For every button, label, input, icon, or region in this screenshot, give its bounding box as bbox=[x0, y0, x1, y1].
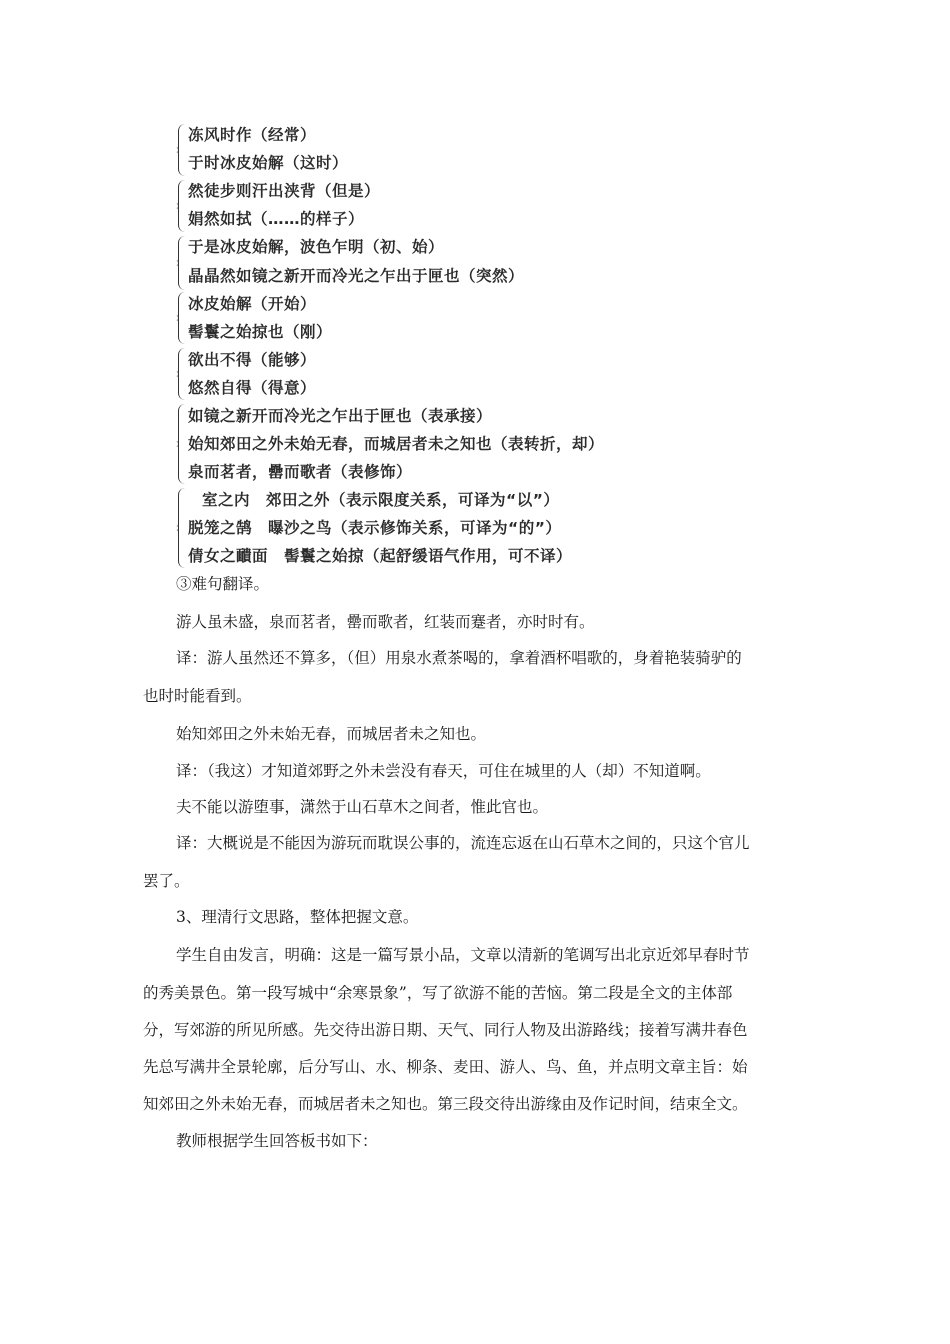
scan-line: 室之内 郊田之外（表示限度关系，可译为“以”） bbox=[202, 491, 560, 509]
paragraph-line: 知郊田之外未始无春，而城居者未之知也。第三段交待出游缘由及作记时间，结束全文。 bbox=[143, 1095, 748, 1113]
section-heading: ③难句翻译。 bbox=[176, 575, 270, 593]
scan-line: 冰皮始解（开始） bbox=[188, 295, 317, 313]
paragraph-line: 译：游人虽然还不算多，（但）用泉水煮茶喝的，拿着酒杯唱歌的，身着艳装骑驴的 bbox=[176, 649, 742, 667]
section-heading: 3、理清行文思路，整体把握文意。 bbox=[176, 908, 419, 926]
brace-icon bbox=[178, 348, 187, 400]
paragraph-line: 学生自由发言，明确：这是一篇写景小品，文章以清新的笔调写出北京近郊早春时节 bbox=[176, 946, 750, 964]
paragraph-line: 夫不能以游堕事，潇然于山石草木之间者，惟此官也。 bbox=[176, 798, 549, 816]
scan-line: 倩女之靧面 髻鬟之始掠（起舒缓语气作用，可不译） bbox=[188, 547, 573, 565]
scan-line: 晶晶然如镜之新开而冷光之乍出于匣也（突然） bbox=[188, 267, 525, 285]
scan-line: 于时冰皮始解（这时） bbox=[188, 154, 349, 172]
scan-line: 始知郊田之外未始无春，而城居者未之知也（表转折，却） bbox=[188, 435, 605, 453]
brace-icon bbox=[178, 124, 187, 176]
paragraph-line: 译：大概说是不能因为游玩而耽误公事的，流连忘返在山石草木之间的，只这个官儿 bbox=[176, 834, 750, 852]
paragraph-line: 游人虽未盛，泉而茗者，罍而歌者，红装而蹇者，亦时时有。 bbox=[176, 613, 595, 631]
scan-line: 冻风时作（经常） bbox=[188, 126, 317, 144]
brace-icon bbox=[178, 236, 187, 290]
scan-line: 于是冰皮始解，波色乍明（初、始） bbox=[188, 238, 445, 256]
scan-line: 脱笼之鹄 曝沙之鸟（表示修饰关系，可译为“的”） bbox=[188, 519, 562, 537]
paragraph-line: 罢了。 bbox=[143, 872, 190, 890]
scan-line: 如镜之新开而冷光之乍出于匣也（表承接） bbox=[188, 407, 493, 425]
scan-line: 髻鬟之始掠也（刚） bbox=[188, 323, 333, 341]
paragraph-line: 先总写满井全景轮廓，后分写山、水、柳条、麦田、游人、鸟、鱼，并点明文章主旨：始 bbox=[143, 1058, 748, 1076]
brace-icon bbox=[178, 404, 187, 484]
scan-line: 欲出不得（能够） bbox=[188, 351, 317, 369]
brace-icon bbox=[178, 488, 187, 568]
scan-line: 然徒步则汗出浃背（但是） bbox=[188, 182, 381, 200]
scan-line: 娟然如拭（……的样子） bbox=[188, 210, 365, 228]
paragraph-line: 也时时能看到。 bbox=[143, 687, 252, 705]
paragraph-line: 的秀美景色。第一段写城中“余寒景象”，写了欲游不能的苦恼。第二段是全文的主体部 bbox=[143, 984, 733, 1002]
paragraph-line: 分，写郊游的所见所感。先交待出游日期、天气、同行人物及出游路线；接着写满井春色 bbox=[143, 1021, 748, 1039]
scan-line: 泉而茗者，罍而歌者（表修饰） bbox=[188, 463, 413, 481]
paragraph-line: 译：（我这）才知道郊野之外未尝没有春天，可住在城里的人（却）不知道啊。 bbox=[176, 762, 711, 780]
brace-icon bbox=[178, 180, 187, 232]
paragraph-line: 教师根据学生回答板书如下： bbox=[176, 1132, 378, 1150]
scan-line: 悠然自得（得意） bbox=[188, 379, 317, 397]
brace-icon bbox=[178, 292, 187, 344]
paragraph-line: 始知郊田之外未始无春，而城居者未之知也。 bbox=[176, 725, 487, 743]
